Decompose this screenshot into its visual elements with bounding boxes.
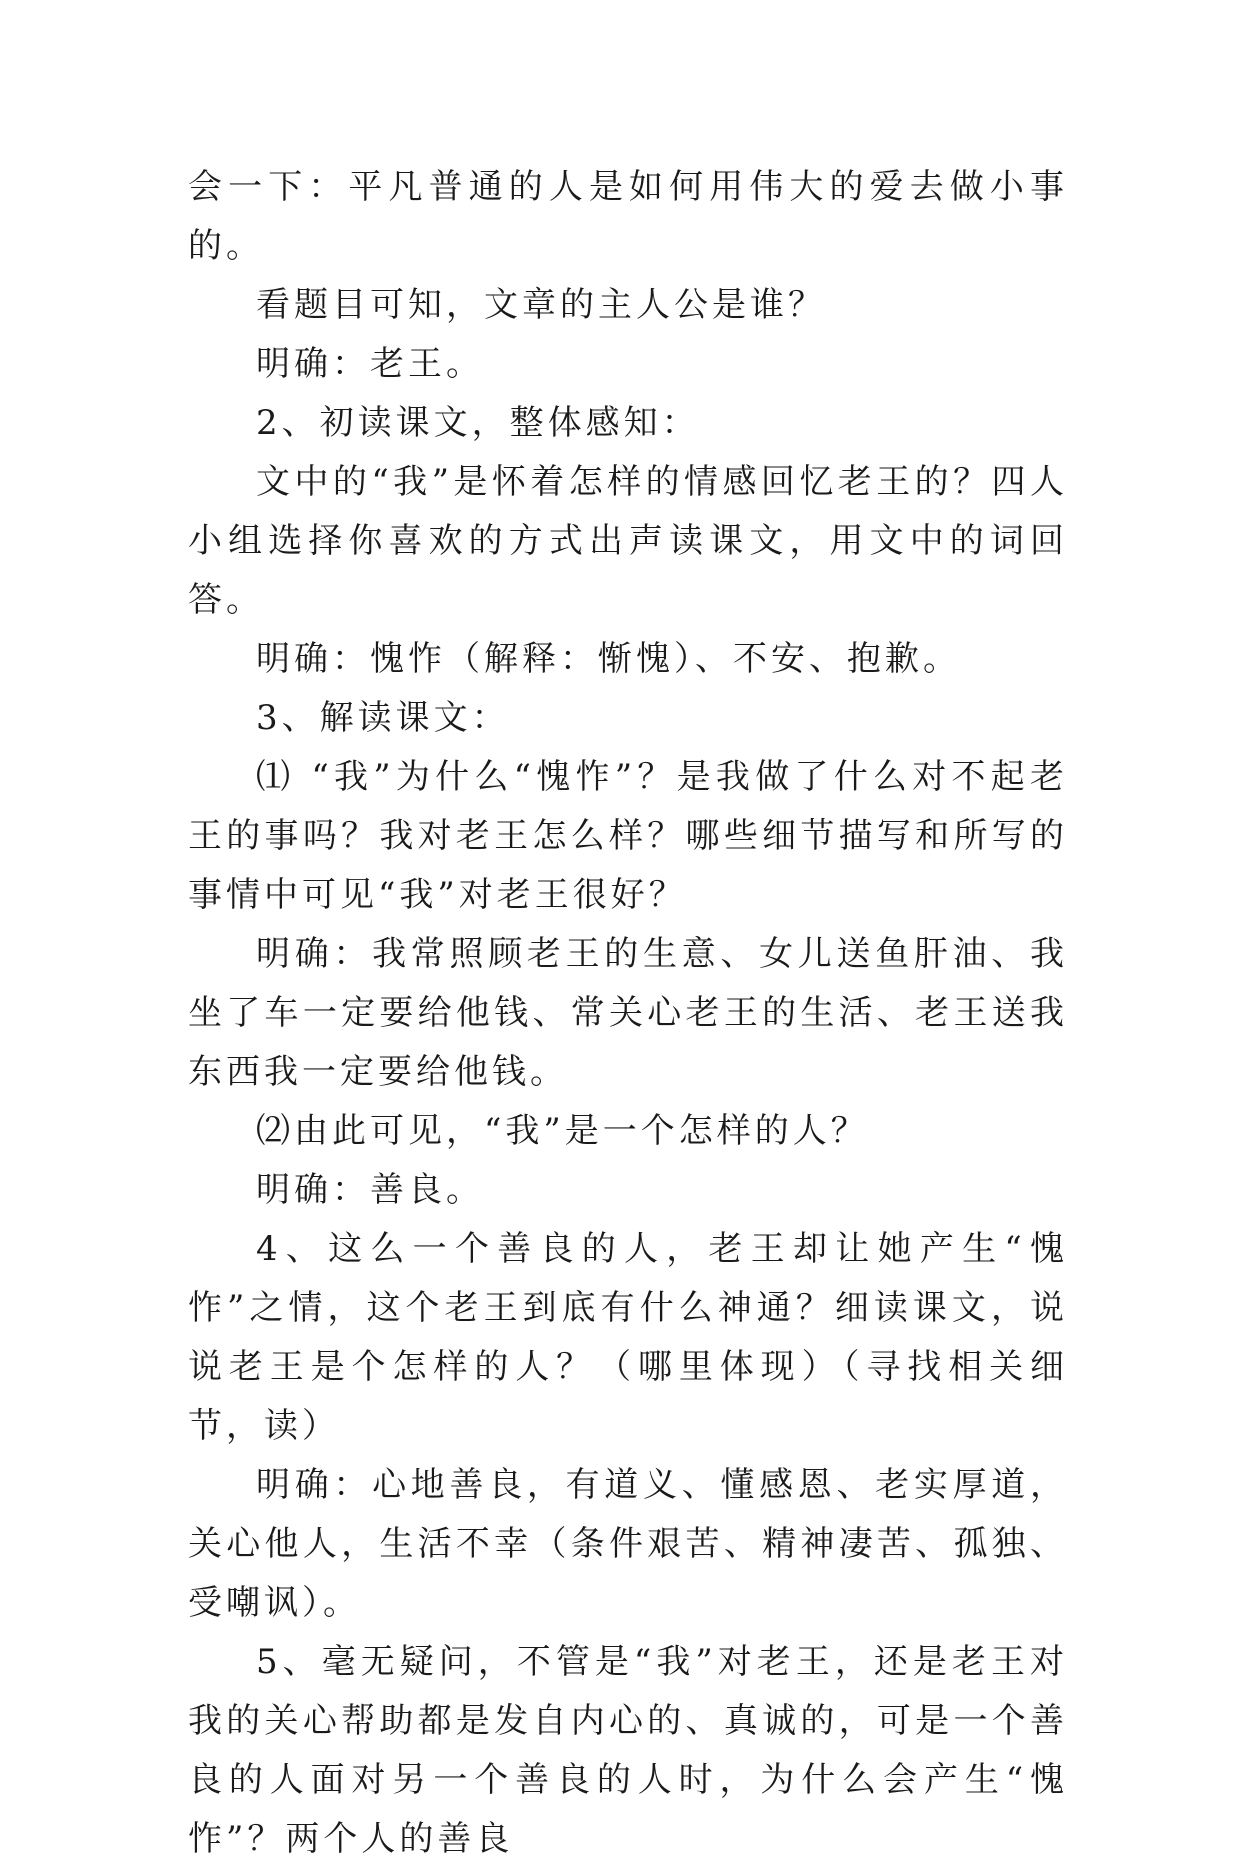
paragraph-2: 看题目可知，文章的主人公是谁？: [256, 285, 826, 325]
paragraph-14: 5、毫无疑问，不管是“我”对老王，还是老王对我的关心帮助都是发自内心的、真诚的，可是一个善良的人面对另一个善良的人时，为什么会产生“愧怍”？两个人的善良: [188, 1642, 1068, 1859]
paragraph-4: 2、初读课文，整体感知：: [256, 403, 700, 443]
paragraph-1: 会一下：平凡普通的人是如何用伟大的爱去做小事的。: [188, 167, 1068, 266]
paragraph-9: 明确：我常照顾老王的生意、女儿送鱼肝油、我坐了车一定要给他钱、常关心老王的生活、老王送我东西我一定要给他钱。: [188, 934, 1068, 1092]
paragraph-6: 明确：愧怍（解释：惭愧）、不安、抱歉。: [256, 639, 961, 679]
paragraph-3: 明确：老王。: [256, 344, 484, 384]
paragraph-7: 3、解读课文：: [256, 698, 510, 738]
paragraph-8: ⑴ “我”为什么“愧怍”？是我做了什么对不起老王的事吗？我对老王怎么样？哪些细节描写和所写的事情中可见“我”对老王很好？: [188, 757, 1068, 915]
paragraph-5: 文中的“我”是怀着怎样的情感回忆老王的？四人小组选择你喜欢的方式出声读课文，用文中的词回答。: [188, 462, 1068, 620]
document-body: [188, 158, 1068, 1869]
paragraph-10: ⑵由此可见，“我”是一个怎样的人？: [256, 1111, 869, 1151]
paragraph-12: 4、这么一个善良的人，老王却让她产生“愧怍”之情，这个老王到底有什么神通？细读课文，说说老王是个怎样的人？（哪里体现）（寻找相关细节，读）: [188, 1229, 1068, 1446]
paragraph-13: 明确：心地善良，有道义、懂感恩、老实厚道，关心他人，生活不幸（条件艰苦、精神凄苦、孤独、受嘲讽）。: [188, 1465, 1068, 1623]
paragraph-11: 明确：善良。: [256, 1170, 484, 1210]
